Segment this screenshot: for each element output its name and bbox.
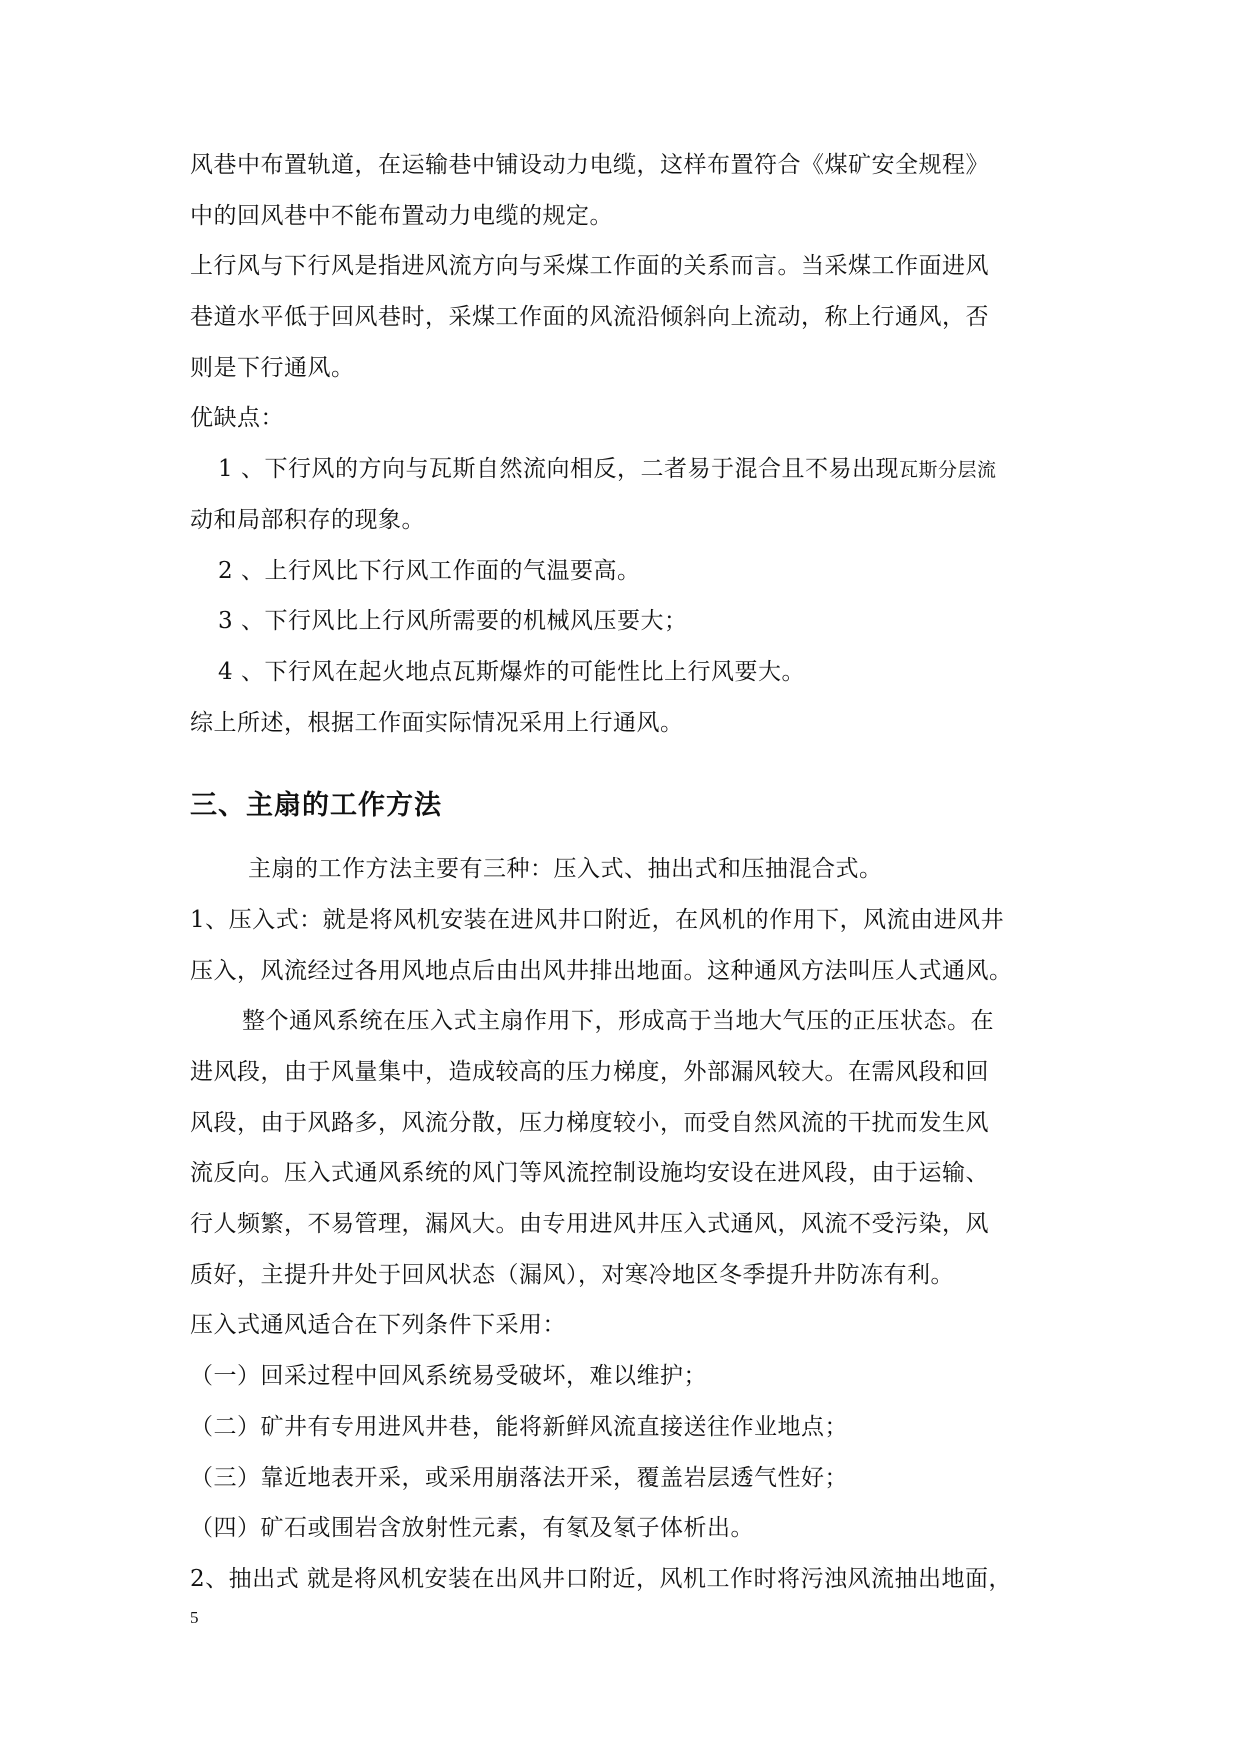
document-page: [190, 150, 1050, 1615]
list-item: 4 、下行风在起火地点瓦斯爆炸的可能性比上行风要大。: [218, 658, 805, 685]
intro-line: 主扇的工作方法主要有三种：压入式、抽出式和压抽混合式。: [248, 856, 883, 883]
list-item-text: 1 、下行风的方向与瓦斯自然流向相反，二者易于混合且不易出现: [218, 456, 899, 483]
page-number: 5: [190, 1608, 199, 1627]
paragraph-line: 巷道水平低于回风巷时，采煤工作面的风流沿倾斜向上流动，称上行通风，否: [190, 304, 989, 331]
paragraph-line: 则是下行通风。: [190, 354, 355, 381]
paragraph-line: 风巷中布置轨道，在运输巷中铺设动力电缆，这样布置符合《煤矿安全规程》: [190, 152, 989, 178]
paragraph-line: 整个通风系统在压入式主扇作用下，形成高于当地大气压的正压状态。在: [242, 1008, 994, 1035]
list-item-continuation: 动和局部积存的现象。: [190, 506, 425, 533]
paragraph-line: 质好，主提升井处于回风状态（漏风），对寒冷地区冬季提升井防冻有利。: [190, 1261, 954, 1288]
condition-item: （三）靠近地表开采，或采用崩落法开采，覆盖岩层透气性好；: [190, 1464, 848, 1491]
paragraph-line: 流反向。压入式通风系统的风门等风流控制设施均安设在进风段，由于运输、: [190, 1160, 989, 1187]
list-item: [190, 454, 1050, 505]
paragraph-line: 压入，风流经过各用风地点后由出风井排出地面。这种通风方法叫压人式通风。: [190, 957, 1013, 984]
list-item: 2 、上行风比下行风工作面的气温要高。: [218, 557, 641, 584]
paragraph-line: 中的回风巷中不能布置动力电缆的规定。: [190, 202, 613, 229]
advantages-label: 优缺点：: [190, 405, 284, 432]
paragraph-line: 1、压入式：就是将风机安装在进风井口附近，在风机的作用下，风流由进风井: [190, 906, 1005, 933]
paragraph-line: 进风段，由于风量集中，造成较高的压力梯度，外部漏风较大。在需风段和回: [190, 1059, 989, 1085]
condition-item: （一）回采过程中回风系统易受破坏，难以维护；: [190, 1363, 707, 1390]
condition-item: （四）矿石或围岩含放射性元素，有氡及氡子体析出。: [190, 1515, 754, 1542]
paragraph-line: 风段，由于风路多，风流分散，压力梯度较小，而受自然风流的干扰而发生风: [190, 1109, 989, 1136]
list-item-text-small: 瓦斯分层流: [898, 459, 997, 482]
condition-item: （二）矿井有专用进风井巷，能将新鲜风流直接送往作业地点；: [190, 1413, 848, 1440]
paragraph-line: 上行风与下行风是指进风流方向与采煤工作面的关系而言。当采煤工作面进风: [190, 253, 989, 280]
conditions-label: 压入式通风适合在下列条件下采用：: [190, 1312, 566, 1339]
conclusion-line: 综上所述，根据工作面实际情况采用上行通风。: [190, 709, 684, 736]
paragraph-line: 2、抽出式 就是将风机安装在出风井口附近，风机工作时将污浊风流抽出地面，: [190, 1565, 1012, 1592]
list-item: 3 、下行风比上行风所需要的机械风压要大；: [218, 608, 688, 635]
paragraph-line: 行人频繁，不易管理，漏风大。由专用进风井压入式通风，风流不受污染，风: [190, 1211, 989, 1238]
section-heading: 三、主扇的工作方法: [190, 790, 442, 822]
